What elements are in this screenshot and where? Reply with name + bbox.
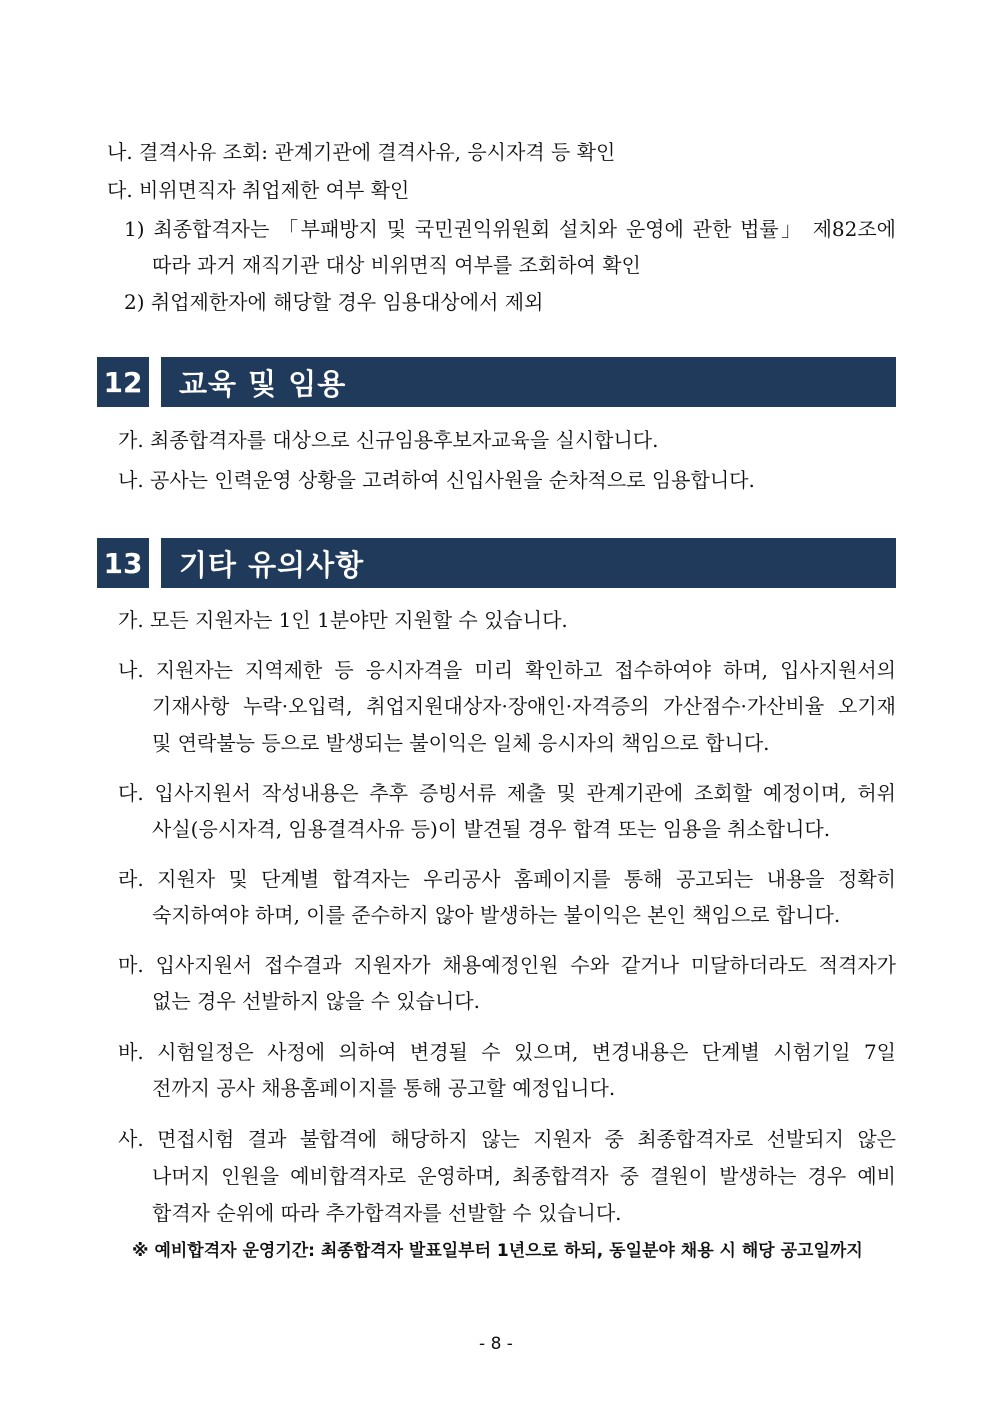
section-13-item-da-line1: 다. 입사지원서 작성내용은 추후 증빙서류 제출 및 관계기관에 조회할 예정이며, 허위 xyxy=(118,781,896,805)
section-13-item-da-line2: 사실(응시자격, 임용결격사유 등)이 발견될 경우 합격 또는 임용을 취소합니다. xyxy=(152,817,831,841)
section-13-item-sa-line3: 합격자 순위에 따라 추가합격자를 선발할 수 있습니다. xyxy=(152,1201,622,1225)
section-12-item-ga: 가. 최종합격자를 대상으로 신규임용후보자교육을 실시합니다. xyxy=(118,428,659,452)
section-13-item-ra-line2: 숙지하여야 하며, 이를 준수하지 않아 발생하는 불이익은 본인 책임으로 합니다. xyxy=(152,903,841,927)
section-13-title: 기타 유의사항 xyxy=(161,538,896,588)
section-12-item-na: 나. 공사는 인력운영 상황을 고려하여 신입사원을 순차적으로 임용합니다. xyxy=(118,468,755,492)
section-13-item-ra-line1: 라. 지원자 및 단계별 합격자는 우리공사 홈페이지를 통해 공고되는 내용을 정확히 xyxy=(118,867,896,891)
section-13-item-sa-line2: 나머지 인원을 예비합격자로 운영하며, 최종합격자 중 결원이 발생하는 경우 예비 xyxy=(152,1164,896,1188)
item-da-1-line2: 따라 과거 재직기관 대상 비위면직 여부를 조회하여 확인 xyxy=(152,253,641,277)
section-13-item-na-line2: 기재사항 누락·오입력, 취업지원대상자·장애인·자격증의 가산점수·가산비율 오기재 xyxy=(152,694,896,718)
section-13-item-ba-line1: 바. 시험일정은 사정에 의하여 변경될 수 있으며, 변경내용은 단계별 시험기일 7일 xyxy=(118,1040,896,1064)
section-13-item-ma-line1: 마. 입사지원서 접수결과 지원자가 채용예정인원 수와 같거나 미달하더라도 적격자가 xyxy=(118,953,896,977)
section-13-item-ba-line2: 전까지 공사 채용홈페이지를 통해 공고할 예정입니다. xyxy=(152,1076,616,1100)
section-12-number: 12 xyxy=(97,357,149,407)
item-da-2: 2) 취업제한자에 해당할 경우 임용대상에서 제외 xyxy=(124,290,544,314)
reserve-period-note: ※ 예비합격자 운영기간: 최종합격자 발표일부터 1년으로 하되, 동일분야 채용 시 해당 공고일까지 xyxy=(132,1241,863,1261)
page-number: - 8 - xyxy=(479,1334,513,1354)
item-da-1-line1: 1) 최종합격자는 「부패방지 및 국민권익위원회 설치와 운영에 관한 법률」 제82조에 xyxy=(124,217,896,241)
section-13-item-ma-line2: 없는 경우 선발하지 않을 수 있습니다. xyxy=(152,989,480,1013)
section-13-item-na-line1: 나. 지원자는 지역제한 등 응시자격을 미리 확인하고 접수하여야 하며, 입사지원서의 xyxy=(118,658,896,682)
section-13-item-ga: 가. 모든 지원자는 1인 1분야만 지원할 수 있습니다. xyxy=(118,608,568,632)
section-12-title: 교육 및 임용 xyxy=(161,357,896,407)
section-13-item-sa-line1: 사. 면접시험 결과 불합격에 해당하지 않는 지원자 중 최종합격자로 선발되지 않은 xyxy=(118,1127,896,1151)
item-na-disqualification: 나. 결격사유 조회: 관계기관에 결격사유, 응시자격 등 확인 xyxy=(107,140,616,164)
item-da-dismissal-check: 다. 비위면직자 취업제한 여부 확인 xyxy=(107,178,410,202)
section-13-item-na-line3: 및 연락불능 등으로 발생되는 불이익은 일체 응시자의 책임으로 합니다. xyxy=(152,731,770,755)
section-13-number: 13 xyxy=(97,538,149,588)
